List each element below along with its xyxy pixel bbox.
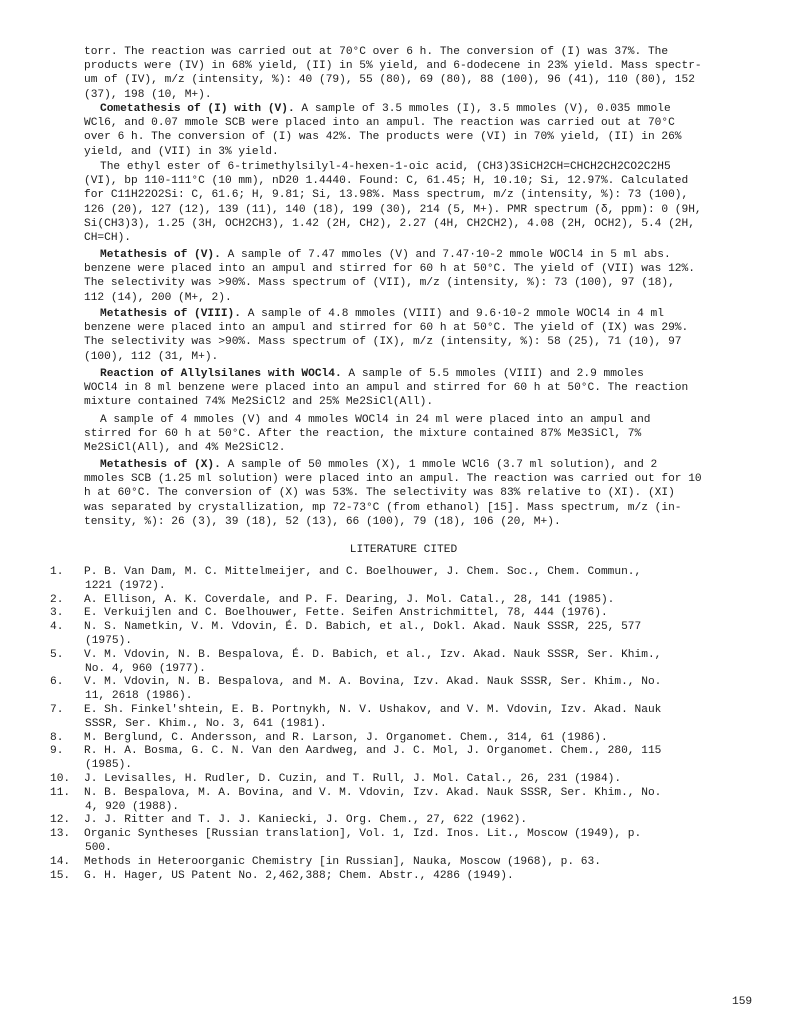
reference-item (50, 607, 780, 621)
reference-line: R. H. A. Bosma, G. C. N. Van den Aardweg, and J. C. Mol, J. Organomet. Chem., 280, 115 (84, 745, 662, 758)
text-line: tensity, %): 26 (3), 39 (18), 52 (13), 66 (100), 79 (18), 106 (20, M+). (84, 515, 561, 528)
reference-number: 8. (50, 731, 64, 744)
text-line: yield, and (VII) in 3% yield. (84, 145, 279, 158)
reference-line: 11, 2618 (1986). (85, 690, 193, 703)
reference-item (50, 814, 780, 828)
text-line (84, 367, 774, 381)
reference-line: (1985). (85, 759, 132, 772)
text-line: Si(CH3)3), 1.25 (3H, OCH2CH3), 1.42 (2H, CH2), 2.27 (4H, CH2CH2), 4.08 (2H, OCH2), 5.4 (2H, (84, 217, 695, 230)
text-line: for C11H22O2Si: C, 61.6; H, 9.81; Si, 13.98%. Mass spectrum, m/z (intensity, %): 73 (100), (84, 189, 689, 202)
reference-number: 15. (50, 869, 71, 882)
reference-item (50, 676, 780, 704)
reference-text (84, 676, 780, 704)
text-line: Me2SiCl(All), and 4% Me2SiCl2. (84, 442, 286, 455)
reference-number: 2. (50, 593, 64, 606)
section-heading: Cometathesis of (I) with (V). (100, 103, 295, 115)
reference-number: 9. (50, 745, 64, 758)
section-heading: Metathesis of (VIII). (100, 308, 241, 320)
text-line: um of (IV), m/z (intensity, %): 40 (79), 55 (80), 69 (80), 88 (100), 96 (41), 110 (80), 152 (84, 74, 695, 87)
text-run: A sample of 3.5 mmoles (I), 3.5 mmoles (V), 0.035 mmole (294, 103, 671, 115)
reference-text (84, 828, 780, 856)
section-heading: Reaction of Allylsilanes with WOCl4. (100, 368, 342, 380)
section-heading: Metathesis of (V). (100, 249, 221, 261)
reference-number: 1. (50, 566, 64, 578)
reference-item (50, 856, 780, 870)
reference-line: J. J. Ritter and T. J. J. Kaniecki, J. Org. Chem., 27, 622 (1962). (84, 814, 528, 827)
reference-line: A. Ellison, A. K. Coverdale, and P. F. Dearing, J. Mol. Catal., 28, 141 (1985). (84, 593, 615, 606)
text-line: The selectivity was >90%. Mass spectrum of (VII), m/z (intensity, %): 73 (100), 97 (18), (84, 277, 675, 290)
reference-line: 1221 (1972). (85, 579, 166, 592)
text-line: torr. The reaction was carried out at 70°C over 6 h. The conversion of (I) was 37%. The (84, 46, 669, 58)
reference-text (84, 787, 780, 815)
text-line (84, 102, 774, 116)
reference-item (50, 704, 780, 732)
reference-text (84, 649, 780, 677)
reference-number: 7. (50, 703, 64, 716)
text-line: over 6 h. The conversion of (I) was 42%. The products were (VI) in 70% yield, (II) in 26% (84, 131, 682, 144)
reference-text (84, 745, 780, 773)
reference-text (84, 704, 780, 732)
reference-number: 6. (50, 676, 64, 689)
reference-line: (1975). (85, 634, 132, 647)
page-number: 159 (732, 996, 753, 1008)
text-line: The ethyl ester of 6-trimethylsilyl-4-hexen-1-oic acid, (CH3)3SiCH2CH=CHCH2CH2CO2C2H5 (100, 161, 671, 173)
reference-item (50, 566, 780, 594)
text-line (84, 458, 774, 472)
reference-number: 5. (50, 648, 64, 661)
reference-line: No. 4, 960 (1977). (85, 662, 206, 675)
reference-number: 14. (50, 855, 71, 868)
text-line (84, 307, 774, 321)
reference-text (84, 773, 780, 787)
reference-item (50, 732, 780, 746)
reference-item (50, 594, 780, 608)
text-line: (100), 112 (31, M+). (84, 350, 219, 363)
text-run: A sample of 5.5 mmoles (VIII) and 2.9 mmoles (341, 368, 644, 380)
reference-text (84, 856, 780, 870)
text-line: stirred for 60 h at 50°C. After the reaction, the mixture contained 87% Me3SiCl, 7% (84, 428, 642, 441)
reference-line: E. Sh. Finkel'shtein, E. B. Portnykh, N. V. Ushakov, and V. M. Vdovin, Izv. Akad. Nauk (84, 703, 662, 716)
reference-line: P. B. Van Dam, M. C. Mittelmeijer, and C. Boelhouwer, J. Chem. Soc., Chem. Commun., (84, 566, 642, 578)
text-line: The selectivity was >90%. Mass spectrum of (IX), m/z (intensity, %): 58 (25), 71 (10), 97 (84, 336, 682, 349)
reference-item (50, 787, 780, 815)
reference-text (84, 870, 780, 884)
reference-item (50, 870, 780, 884)
text-line: mmoles SCB (1.25 ml solution) were placed into an ampul. The reaction was carried out for 10 (84, 473, 702, 486)
reference-item (50, 621, 780, 649)
reference-text (84, 732, 780, 746)
paragraph-metathesis-x (84, 458, 774, 529)
text-line: products were (IV) in 68% yield, (II) in 5% yield, and 6-dodecene in 23% yield. Mass spectr- (84, 60, 702, 73)
text-line (84, 248, 774, 262)
reference-text (84, 566, 780, 594)
reference-number: 13. (50, 828, 71, 841)
paragraph-allylsilanes (84, 367, 774, 410)
reference-text (84, 621, 780, 649)
reference-line: Methods in Heteroorganic Chemistry [in Russian], Nauka, Moscow (1968), p. 63. (84, 855, 601, 868)
text-line: was separated by crystallization, mp 72-73°C (from ethanol) [15]. Mass spectrum, m/z (in- (84, 501, 682, 514)
paragraph-sample-v-wocl4 (84, 413, 774, 456)
reference-line: SSSR, Ser. Khim., No. 3, 641 (1981). (85, 717, 327, 730)
reference-line: N. B. Bespalova, M. A. Bovina, and V. M. Vdovin, Izv. Akad. Nauk SSSR, Ser. Khim., No. (84, 786, 662, 799)
paragraph-reaction-results (84, 45, 774, 102)
text-line: 112 (14), 200 (M+, 2). (84, 291, 232, 304)
reference-number: 3. (50, 607, 64, 620)
reference-line: E. Verkuijlen and C. Boelhouwer, Fette. Seifen Anstrichmittel, 78, 444 (1976). (84, 607, 608, 620)
text-line: (VI), bp 110-111°C (10 mm), nD20 1.4440. Found: C, 61.45; H, 10.10; Si, 12.97%. Calculated (84, 175, 689, 188)
text-line: benzene were placed into an ampul and stirred for 60 h at 50°C. The yield of (VII) was 12%. (84, 263, 695, 276)
reference-list (50, 566, 780, 883)
section-heading: Metathesis of (X). (100, 459, 221, 471)
paragraph-metathesis-viii (84, 307, 774, 364)
text-line: CH=CH). (84, 232, 131, 245)
text-line: WOCl4 in 8 ml benzene were placed into an ampul and stirred for 60 h at 50°C. The reaction (84, 382, 689, 395)
reference-item (50, 773, 780, 787)
text-line: h at 60°C. The conversion of (X) was 53%. The selectivity was 83% relative to (XI). (XI) (84, 487, 675, 500)
reference-line: V. M. Vdovin, N. B. Bespalova, É. D. Babich, et al., Izv. Akad. Nauk SSSR, Ser. Khim., (84, 648, 662, 661)
paragraph-ethyl-ester (84, 160, 774, 245)
text-line: (37), 198 (10, M+). (84, 88, 212, 101)
reference-line: M. Berglund, C. Andersson, and R. Larson, J. Organomet. Chem., 314, 61 (1986). (84, 731, 608, 744)
reference-line: Organic Syntheses [Russian translation], Vol. 1, Izd. Inos. Lit., Moscow (1949), p. (84, 828, 642, 841)
text-run: A sample of 4.8 mmoles (VIII) and 9.6·10-2 mmole WOCl4 in 4 ml (241, 308, 664, 320)
text-line: benzene were placed into an ampul and stirred for 60 h at 50°C. The yield of (IX) was 29%. (84, 322, 689, 335)
paragraph-cometathesis (84, 102, 774, 159)
reference-number: 12. (50, 814, 71, 827)
text-run: A sample of 50 mmoles (X), 1 mmole WCl6 (3.7 ml solution), and 2 (220, 459, 658, 471)
reference-item (50, 745, 780, 773)
reference-line: J. Levisalles, H. Rudler, D. Cuzin, and T. Rull, J. Mol. Catal., 26, 231 (1984). (84, 772, 622, 785)
reference-text (84, 607, 780, 621)
reference-item (50, 828, 780, 856)
reference-line: G. H. Hager, US Patent No. 2,462,388; Chem. Abstr., 4286 (1949). (84, 869, 514, 882)
text-line: A sample of 4 mmoles (V) and 4 mmoles WOCl4 in 24 ml were placed into an ampul and (100, 414, 651, 426)
text-line: 126 (20), 127 (12), 139 (11), 140 (18), 199 (30), 214 (5, M+). PMR spectrum (δ, ppm): 0 (9H, (84, 203, 702, 216)
reference-number: 4. (50, 621, 64, 634)
text-line: mixture contained 74% Me2SiCl2 and 25% Me2SiCl(All). (84, 396, 434, 409)
text-line: WCl6, and 0.07 mmole SCB were placed into an ampul. The reaction was carried out at 70°C (84, 117, 675, 130)
paragraph-metathesis-v (84, 248, 774, 305)
reference-line: V. M. Vdovin, N. B. Bespalova, and M. A. Bovina, Izv. Akad. Nauk SSSR, Ser. Khim., No. (84, 676, 662, 689)
reference-number: 11. (50, 786, 71, 799)
reference-line: N. S. Nametkin, V. M. Vdovin, É. D. Babich, et al., Dokl. Akad. Nauk SSSR, 225, 577 (84, 621, 642, 634)
reference-line: 500. (85, 841, 112, 854)
reference-text (84, 814, 780, 828)
reference-line: 4, 920 (1988). (85, 800, 179, 813)
text-run: A sample of 7.47 mmoles (V) and 7.47·10-2 mmole WOCl4 in 5 ml abs. (220, 249, 671, 261)
reference-text (84, 594, 780, 608)
literature-heading: LITERATURE CITED (349, 544, 458, 556)
reference-number: 10. (50, 772, 71, 785)
reference-item (50, 649, 780, 677)
